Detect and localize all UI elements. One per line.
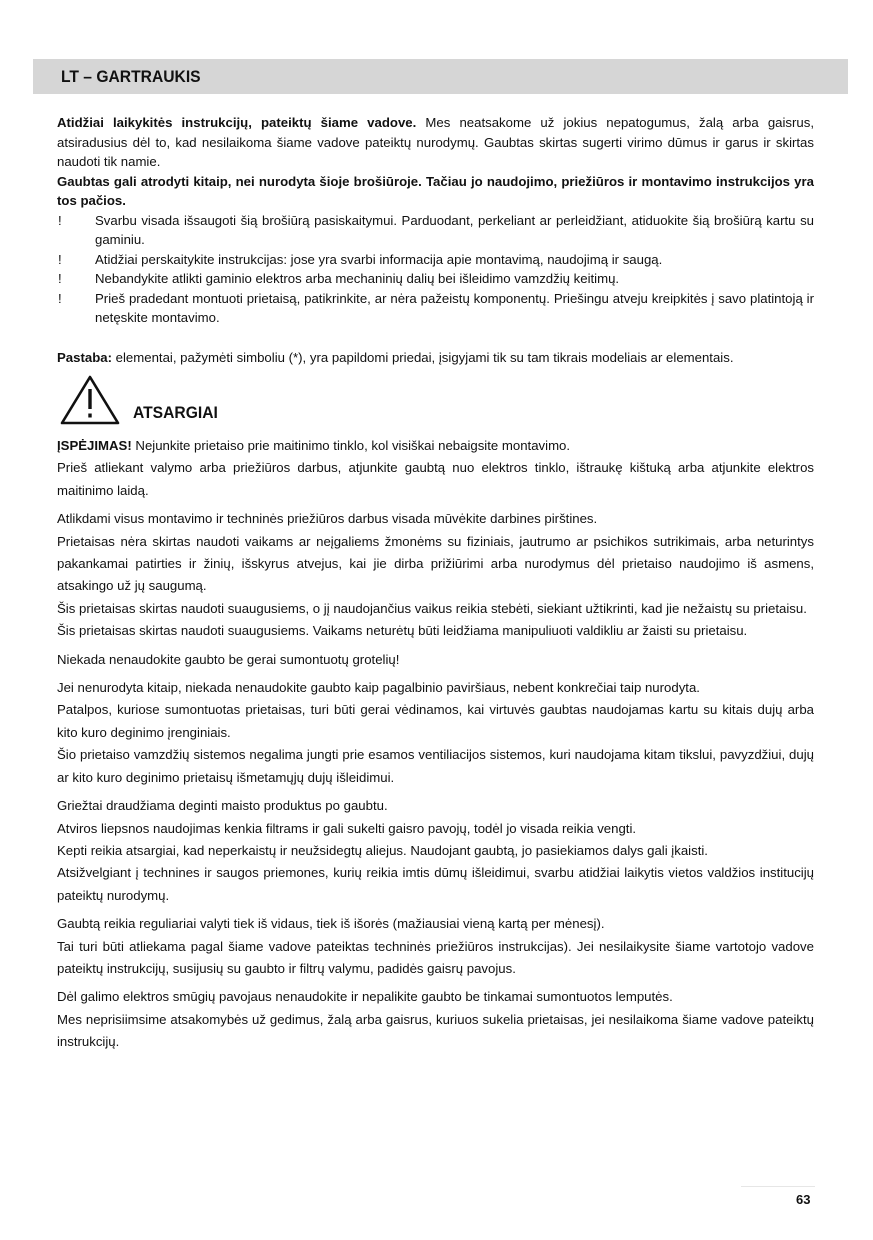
paragraph: Kepti reikia atsargiai, kad neperkaistų ir neužsidegtų aliejus. Naudojant gaubtą, jo pasiekiamos dalys gali įkaisti.: [57, 842, 708, 858]
list-item-text: Atidžiai perskaitykite instrukcijas: jose yra svarbi informacija apie montavimą, naudojimą ir saugą.: [95, 251, 663, 267]
paragraph: Tai turi būti atliekama pagal šiame vadove pateiktas techninės priežiūros instrukcijas). Jei nesilaikysite šiame vartotojo vadove pateiktų instrukcijų, susijusių su gaubto ir filtrų valymu, padidės gaisrų pavojus.: [57, 938, 814, 976]
list-item-text: Prieš pradedant montuoti prietaisą, patikrinkite, ar nėra pažeistų komponentų. Priešingu atveju kreipkitės į savo platintoją ir netęskite montavimo.: [95, 290, 814, 325]
intro-bold-paragraph: Gaubtas gali atrodyti kitaip, nei nurodyta šioje brošiūroje. Tačiau jo naudojimo, priežiūros ir montavimo instrukcijos yra tos pačios.: [57, 173, 814, 208]
intro-text: Mes neatsakome už jokius nepatogumus, žalą arba gaisrus, atsiradusius dėl to, kad nesilaikoma šiame vadove pateiktų nurodymų. Gaubtas skirtas sugerti virimo dūmus ir garus ir skirtas naudoti tik namie.: [57, 115, 814, 169]
list-item: [57, 211, 814, 250]
paragraph: Gaubtą reikia reguliariai valyti tiek iš vidaus, tiek iš išorės (mažiausiai vieną kartą per mėnesį).: [57, 916, 605, 932]
paragraph: Patalpos, kuriose sumontuotas prietaisas, turi būti gerai vėdinamos, kai virtuvės gaubtas naudojamas kartu su kitais dujų arba kito kuro deginimo įrenginiais.: [57, 702, 814, 740]
paragraph: Mes neprisiimsime atsakomybės už gedimus, žalą arba gaisrus, kuriuos sukelia prietaisas, jei nesilaikoma šiame vadove pateiktų instrukcijų.: [57, 1011, 814, 1050]
note-text: elementai, pažymėti simboliu (*), yra papildomi priedai, įsigyjami tik su tam tikrais modeliais ar elementais.: [111, 349, 734, 365]
footer-divider: [741, 1186, 815, 1187]
paragraph: Niekada nenaudokite gaubto be gerai sumontuotų grotelių!: [57, 651, 400, 667]
warning-label: ĮSPĖJIMAS!: [57, 438, 132, 453]
note-label: Pastaba:: [57, 349, 112, 365]
paragraph: Šis prietaisas skirtas naudoti suaugusiems, o jį naudojančius vaikus reikia stebėti, siekiant užtikrinti, kad jie nežaistų su prietaisu.: [57, 600, 807, 616]
list-item: [57, 269, 814, 289]
paragraph: Šis prietaisas skirtas naudoti suaugusiems. Vaikams neturėtų būti leidžiama manipuliuoti valdikliu ar žaisti su prietaisu.: [57, 623, 748, 639]
exclamation-mark: !: [58, 212, 62, 228]
warning-text: Nejunkite prietaiso prie maitinimo tinklo, kol visiškai nebaigsite montavimo.: [131, 438, 571, 453]
paragraph: Atviros liepsnos naudojimas kenkia filtrams ir gali sukelti gaisro pavojų, todėl jo visada reikia vengti.: [57, 820, 637, 836]
paragraph: Prietaisas nėra skirtas naudoti vaikams ar neįgaliems žmonėms su fiziniais, jautrumo ar psichikos sutrikimais, arba neturintys pakankamai patirties ir žinių, išskyrus atvejus, kai jie dirba prižiūrimi arba nurodymus dėl prietaiso naudojimo iš asmens, atsakingo už jų saugumą.: [57, 533, 814, 594]
note-paragraph: [57, 348, 814, 368]
intro-section: [57, 113, 814, 367]
paragraph: Atlikdami visus montavimo ir techninės priežiūros darbus visada mūvėkite darbines pirštines.: [57, 511, 598, 527]
list-item-text: Nebandykite atlikti gaminio elektros arba mechaninių dalių bei išleidimo vamzdžių keitimų.: [95, 271, 620, 286]
paragraph: Dėl galimo elektros smūgių pavojaus nenaudokite ir nepalikite gaubto be tinkamai sumontuotos lemputės.: [57, 989, 673, 1005]
caution-title: ATSARGIAI: [133, 403, 218, 422]
warning-triangle-icon: [59, 374, 121, 426]
safety-text: [57, 435, 814, 1054]
intro-paragraph: [57, 113, 814, 172]
list-item: [57, 250, 814, 270]
paragraph: Atsižvelgiant į technines ir saugos priemones, kurių reikia imtis dūmų išleidimui, svarbu atidžiai laikytis vietos valdžios institucijų pateiktų nurodymų.: [57, 865, 814, 903]
paragraph: Prieš atliekant valymo arba priežiūros darbus, atjunkite gaubtą nuo elektros tinklo, ištraukę kištuką arba atjunkite elektros maitinimo laidą.: [57, 460, 814, 498]
page-number: 63: [796, 1192, 811, 1207]
section-header: [33, 59, 848, 94]
section-title: LT – GARTRAUKIS: [61, 67, 201, 86]
intro-bold-lead: Atidžiai laikykitės instrukcijų, pateiktų šiame vadove.: [57, 115, 417, 130]
exclamation-mark: !: [58, 251, 62, 267]
warning-paragraph: [57, 435, 814, 457]
instruction-list: [57, 211, 814, 328]
list-item-text: Svarbu visada išsaugoti šią brošiūrą pasiskaitymui. Parduodant, perkeliant ar perleidžiant, atiduokite šią brošiūrą kartu su gaminiu.: [95, 212, 814, 247]
paragraph: Griežtai draudžiama deginti maisto produktus po gaubtu.: [57, 798, 388, 814]
paragraph: Šio prietaiso vamzdžių sistemos negalima jungti prie esamos ventiliacijos sistemos, kuri naudojama kitam tikslui, pavyzdžiui, dujų ar kito kuro deginimo prietaisų išmetamųjų dujų išleidimui.: [57, 747, 814, 785]
exclamation-mark: !: [58, 290, 62, 306]
paragraph: Jei nenurodyta kitaip, niekada nenaudokite gaubto kaip pagalbinio paviršiaus, nebent konkrečiai taip nurodyta.: [57, 680, 700, 696]
exclamation-mark: !: [58, 271, 62, 286]
list-item: [57, 289, 814, 328]
